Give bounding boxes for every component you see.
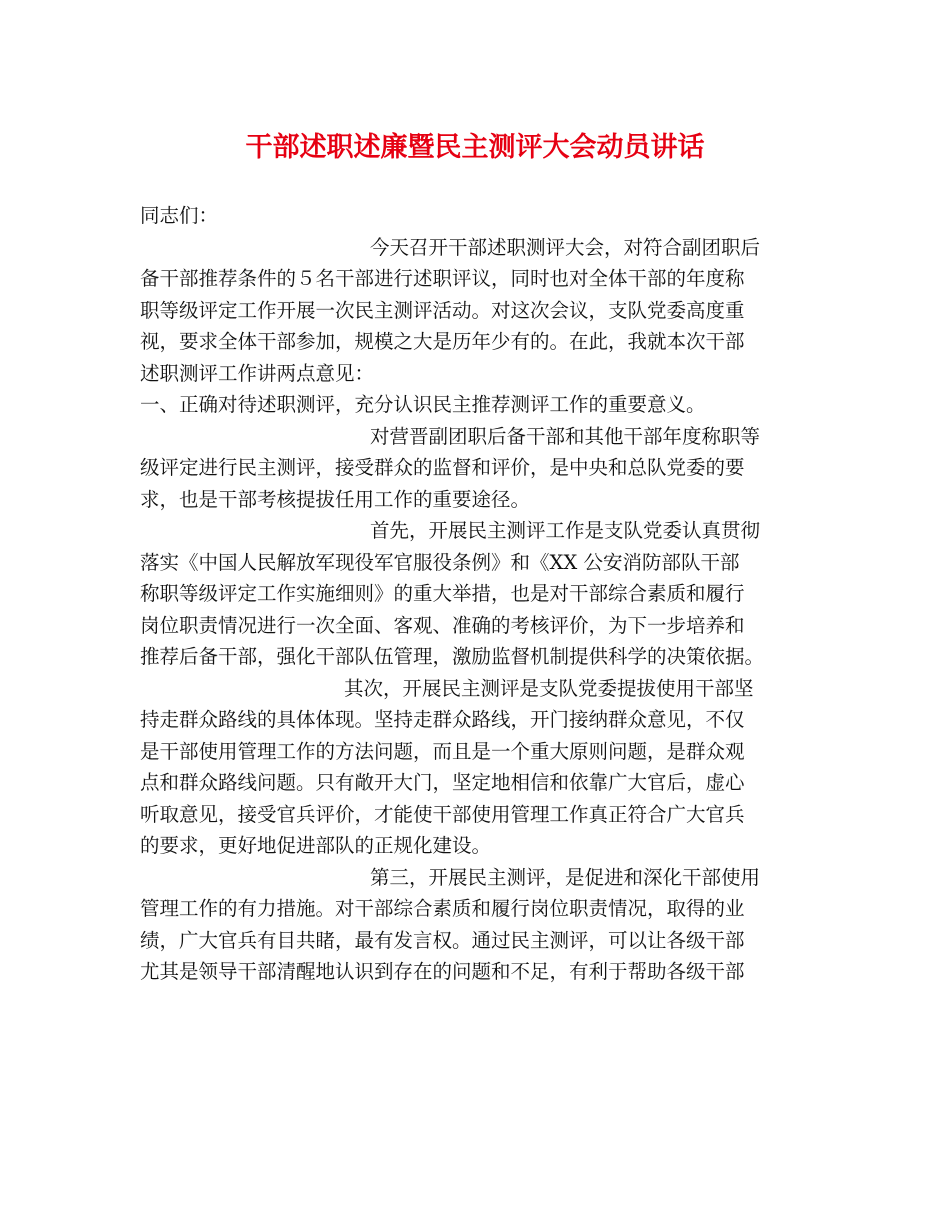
paragraph-line: 管理工作的有力措施。对干部综合素质和履行岗位职责情况，取得的业: [140, 897, 745, 920]
paragraph-line: 是干部使用管理工作的方法问题，而且是一个重大原则问题，是群众观: [140, 739, 745, 763]
paragraph-line: 落实《中国人民解放军现役军官服役条例》和《XX 公安消防部队干部: [140, 550, 740, 574]
paragraph-line: 述职测评工作讲两点意见：: [140, 361, 375, 385]
paragraph-line: 尤其是领导干部清醒地认识到存在的问题和不足，有利于帮助各级干部: [140, 960, 745, 983]
paragraph-line: 点和群众路线问题。只有敞开大门，坚定地相信和依靠广大官后，虚心: [140, 771, 745, 794]
document-title: 干部述职述廉暨民主测评大会动员讲话: [245, 132, 705, 163]
document-body: [140, 200, 820, 988]
paragraph-line: 对营晋副团职后备干部和其他干部年度称职等: [370, 424, 761, 448]
paragraph-line: 绩，广大官兵有目共睹，最有发言权。通过民主测评，可以让各级干部: [140, 928, 745, 952]
paragraph-line: 第三，开展民主测评，是促进和深化干部使用: [370, 865, 761, 889]
paragraph-line: 求，也是干部考核提拔任用工作的重要途径。: [140, 487, 531, 511]
paragraph-line: 级评定进行民主测评，接受群众的监督和评价，是中央和总队党委的要: [140, 456, 745, 479]
paragraph-line: 备干部推荐条件的５名干部进行述职评议，同时也对全体干部的年度称: [140, 267, 745, 290]
paragraph-line: 推荐后备干部，强化干部队伍管理，激励监督机制提供科学的决策依据。: [140, 645, 765, 668]
paragraph-line: 其次，开展民主测评是支队党委提拔使用干部坚: [344, 676, 754, 700]
paragraph-line: 的要求，更好地促进部队的正规化建设。: [140, 834, 492, 857]
paragraph-line: 今天召开干部述职测评大会，对符合副团职后: [370, 235, 761, 259]
paragraph-line: 听取意见，接受官兵评价，才能使干部使用管理工作真正符合广大官兵: [140, 802, 745, 826]
paragraph-line: 视，要求全体干部参加，规模之大是历年少有的。在此，我就本次干部: [140, 330, 745, 353]
paragraph-line: 首先，开展民主测评工作是支队党委认真贯彻: [370, 519, 761, 542]
paragraph-line: 称职等级评定工作实施细则》的重大举措，也是对干部综合素质和履行: [140, 582, 745, 605]
paragraph-line: 职等级评定工作开展一次民主测评活动。对这次会议，支队党委高度重: [140, 298, 745, 322]
section-heading: 一、正确对待述职测评，充分认识民主推荐测评工作的重要意义。: [140, 393, 706, 416]
paragraph-line: 岗位职责情况进行一次全面、客观、准确的考核评价，为下一步培养和: [140, 613, 745, 637]
paragraph-line: 持走群众路线的具体体现。坚持走群众路线，开门接纳群众意见，不仅: [140, 708, 745, 731]
salutation-line: 同志们：: [140, 204, 219, 227]
